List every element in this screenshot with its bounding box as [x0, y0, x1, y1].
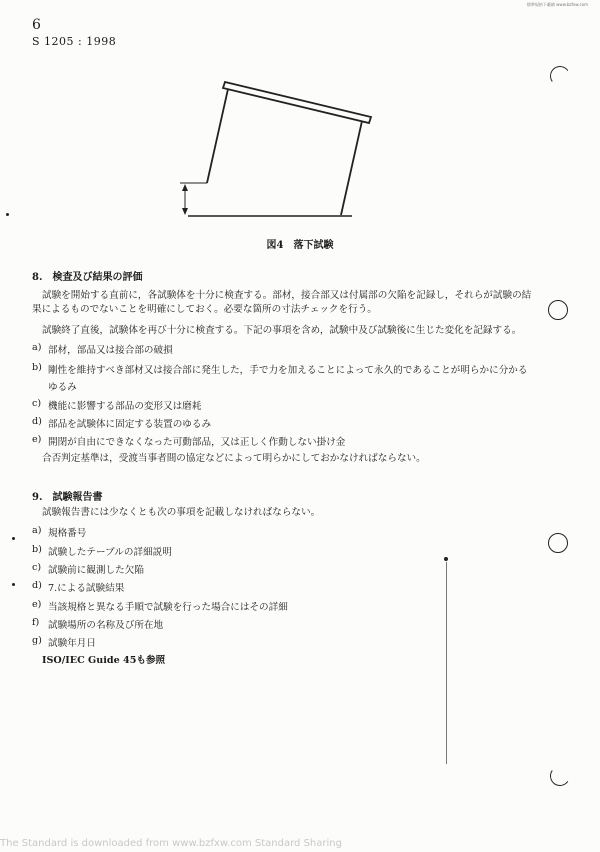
iso-reference: ISO/IEC Guide 45も参照 [42, 655, 166, 666]
item-label: c) [32, 398, 42, 409]
item-text: 規格番号 [48, 528, 87, 539]
item-text: 試験したテーブルの詳細説明 [48, 547, 172, 558]
scan-line [446, 562, 447, 764]
section-8-paragraph-2: 試験終了直後，試験体を再び十分に検査する。下記の事項を含め，試験中及び試験後に生じた変化を記録する。 [42, 325, 522, 336]
item-label: e) [32, 434, 42, 445]
arrow-down [182, 208, 188, 215]
item-label: b) [32, 544, 42, 555]
item-text: 試験前に観測した欠陥 [48, 565, 144, 576]
item-label: e) [32, 599, 42, 610]
standard-number: S 1205 : 1998 [32, 35, 117, 48]
section-8-paragraph-1 [32, 289, 552, 317]
item-label: g) [32, 635, 42, 646]
section-9-paragraph-1: 試験報告書には少なくとも次の事項を記載しなければならない。 [42, 507, 321, 518]
item-label: f) [32, 617, 40, 628]
item-text: ゆるみ [48, 382, 77, 393]
paragraph-line: 試験を開始する直前に，各試験体を十分に検査する。部材，接合部又は付属部の欠陥を記録し，それらが試験の結 [42, 290, 532, 301]
item-label: a) [32, 342, 42, 353]
drop-test-figure [0, 0, 600, 232]
item-label: a) [32, 525, 42, 536]
item-label: c) [32, 562, 42, 573]
right-leg [341, 121, 362, 215]
item-text: 剛性を維持すべき部材又は接合部に発生した，手で力を加えることによって永久的であることが明らかに分かる [48, 365, 528, 376]
scan-dot [12, 583, 15, 586]
arrow-up [182, 184, 188, 191]
page-number: 6 [32, 17, 41, 33]
section-8-heading: 8. 検査及び結果の評価 [32, 272, 143, 283]
item-text: 7.による試験結果 [48, 583, 125, 594]
item-label: d) [32, 580, 42, 591]
scan-dot [12, 537, 15, 540]
item-text: 部品を試験体に固定する装置のゆるみ [48, 419, 212, 430]
left-leg [207, 89, 228, 183]
binder-arc-bottom [548, 764, 571, 787]
binder-hole [548, 533, 568, 553]
item-text: 当該規格と異なる手順で試験を行った場合にはその詳細 [48, 602, 288, 613]
scan-dot [444, 557, 448, 561]
table-top [223, 82, 371, 123]
corner-watermark: 標準規格下載網 www.bzfxw.com [526, 2, 588, 7]
figure-caption: 図4 落下試験 [266, 240, 334, 251]
item-label: b) [32, 362, 42, 373]
paragraph-line: 果によるものでないことを明確にしておく。必要な箇所の寸法チェックを行う。 [32, 304, 377, 315]
item-text: 開閉が自由にできなくなった可動部品，又は正しく作動しない掛け金 [48, 437, 346, 448]
footer-watermark: The Standard is downloaded from www.bzfxw.com Standard Sharing [0, 838, 342, 849]
binder-hole [548, 300, 568, 320]
item-text: 機能に影響する部品の変形又は磨耗 [48, 401, 202, 412]
item-text: 試験場所の名称及び所在地 [48, 620, 164, 631]
item-text: 部材，部品又は接合部の破損 [48, 345, 173, 356]
section-9-heading: 9. 試験報告書 [32, 492, 103, 503]
item-label: d) [32, 416, 42, 427]
scan-dot [6, 213, 9, 216]
item-text: 試験年月日 [48, 638, 96, 649]
section-8-paragraph-3: 合否判定基準は，受渡当事者間の協定などによって明らかにしておかなければならない。 [42, 453, 426, 464]
